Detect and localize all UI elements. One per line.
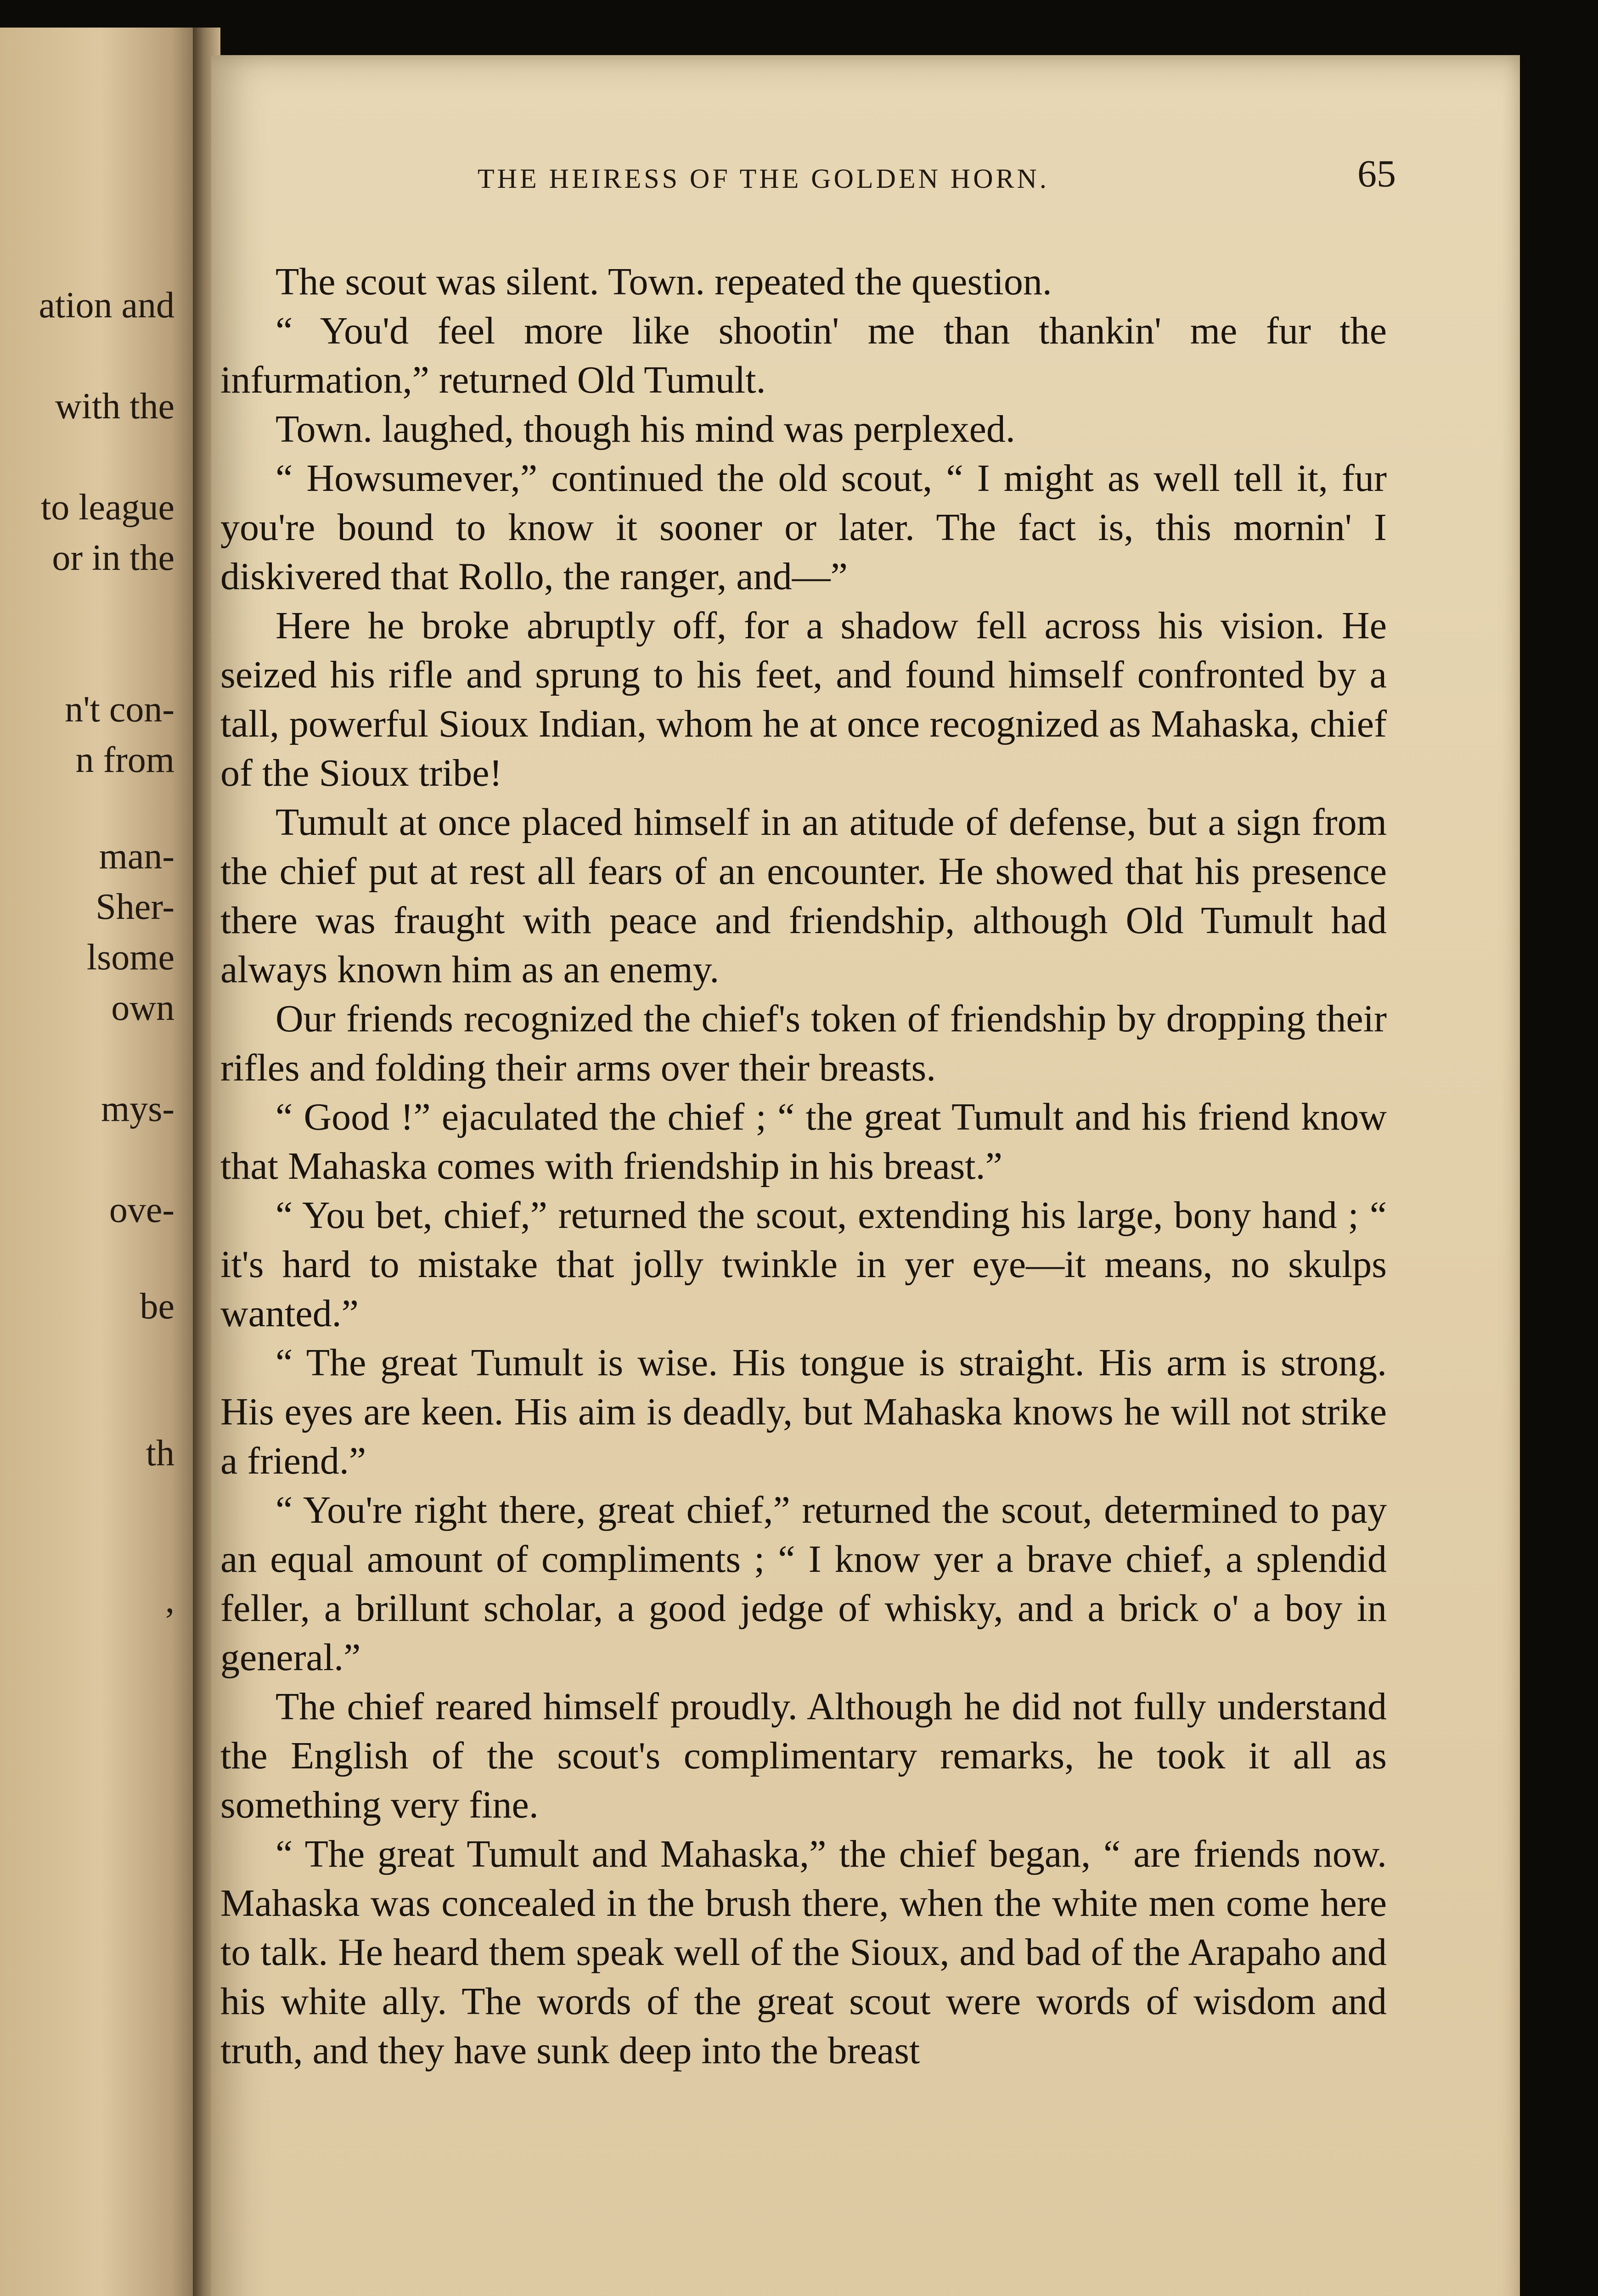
left-page-fragment: with the — [55, 386, 174, 427]
left-page-fragment: own — [111, 988, 174, 1028]
left-page-fragment: ove- — [109, 1190, 174, 1230]
previous-page-edge — [0, 28, 202, 2296]
left-page-fragment: man- — [99, 836, 174, 877]
left-page-fragment: be — [140, 1286, 174, 1327]
left-page-fragment: ation and — [39, 285, 174, 326]
paragraph: “ Good !” ejaculated the chief ; “ the great Tumult and his friend know that Mahaska comes with friendship in his breast.” — [220, 1096, 1387, 1187]
left-page-fragment: or in the — [52, 538, 174, 578]
paragraph: Our friends recognized the chief's token of friendship by dropping their rifles and folding their arms over their breasts. — [220, 997, 1387, 1089]
paragraph: The chief reared himself proudly. Although he did not fully understand the English of the scout's complimentary remarks, he took it all as something very fine. — [220, 1685, 1387, 1826]
paragraph: Tumult at once placed himself in an atitude of defense, but a sign from the chief put at rest all fears of an encounter. He showed that his presence there was fraught with peace and friendship, although Old Tumult had always known him as an enemy. — [220, 801, 1387, 991]
left-page-fragment: mys- — [101, 1089, 174, 1129]
page-header — [248, 152, 1396, 202]
paragraph: Town. laughed, though his mind was perplexed. — [276, 408, 1015, 450]
paragraph: “ You bet, chief,” returned the scout, extending his large, bony hand ; “ it's hard to mistake that jolly twinkle in yer eye—it means, no skulps wanted.” — [220, 1194, 1387, 1335]
left-page-fragment: , — [165, 1580, 174, 1621]
page-body — [220, 257, 1387, 2075]
running-title: THE HEIRESS OF THE GOLDEN HORN. — [478, 163, 1049, 194]
paragraph: “ You'd feel more like shootin' me than thankin' me fur the infurmation,” returned Old Tumult. — [220, 310, 1387, 401]
paragraph: Here he broke abruptly off, for a shadow fell across his vision. He seized his rifle and sprung to his feet, and found himself confronted by a tall, powerful Sioux Indian, whom he at once recognized as Mahaska, chief of the Sioux tribe! — [220, 604, 1387, 794]
paragraph: The scout was silent. Town. repeated the question. — [276, 260, 1052, 303]
left-page-fragment: to league — [41, 487, 174, 528]
paragraph: “ You're right there, great chief,” returned the scout, determined to pay an equal amount of compliments ; “ I know yer a brave chief, a splendid feller, a brillunt scholar, a good jedge of whisky, and a brick o' a boy in general.” — [220, 1489, 1387, 1679]
left-page-fragment: n't con- — [65, 689, 174, 730]
paragraph: “ The great Tumult and Mahaska,” the chief began, “ are friends now. Mahaska was concealed in the brush there, when the white men come here to talk. He heard them speak well of the Sioux, and bad of the Arapaho and his white ally. The words of the great scout were words of wisdom and truth, and they have sunk deep into the breast — [220, 1833, 1387, 2072]
left-page-fragment: th — [146, 1433, 174, 1474]
left-page-fragment: lsome — [86, 937, 174, 978]
left-page-fragment: Sher- — [96, 887, 174, 927]
page-number: 65 — [1357, 152, 1396, 195]
left-page-fragment: n from — [75, 740, 174, 780]
paragraph: “ The great Tumult is wise. His tongue is straight. His arm is strong. His eyes are keen. His aim is deadly, but Mahaska knows he will not strike a friend.” — [220, 1341, 1387, 1482]
paragraph: “ Howsumever,” continued the old scout, “ I might as well tell it, fur you're bound to know it sooner or later. The fact is, this mornin' I diskivered that Rollo, the ranger, and—” — [220, 457, 1387, 598]
